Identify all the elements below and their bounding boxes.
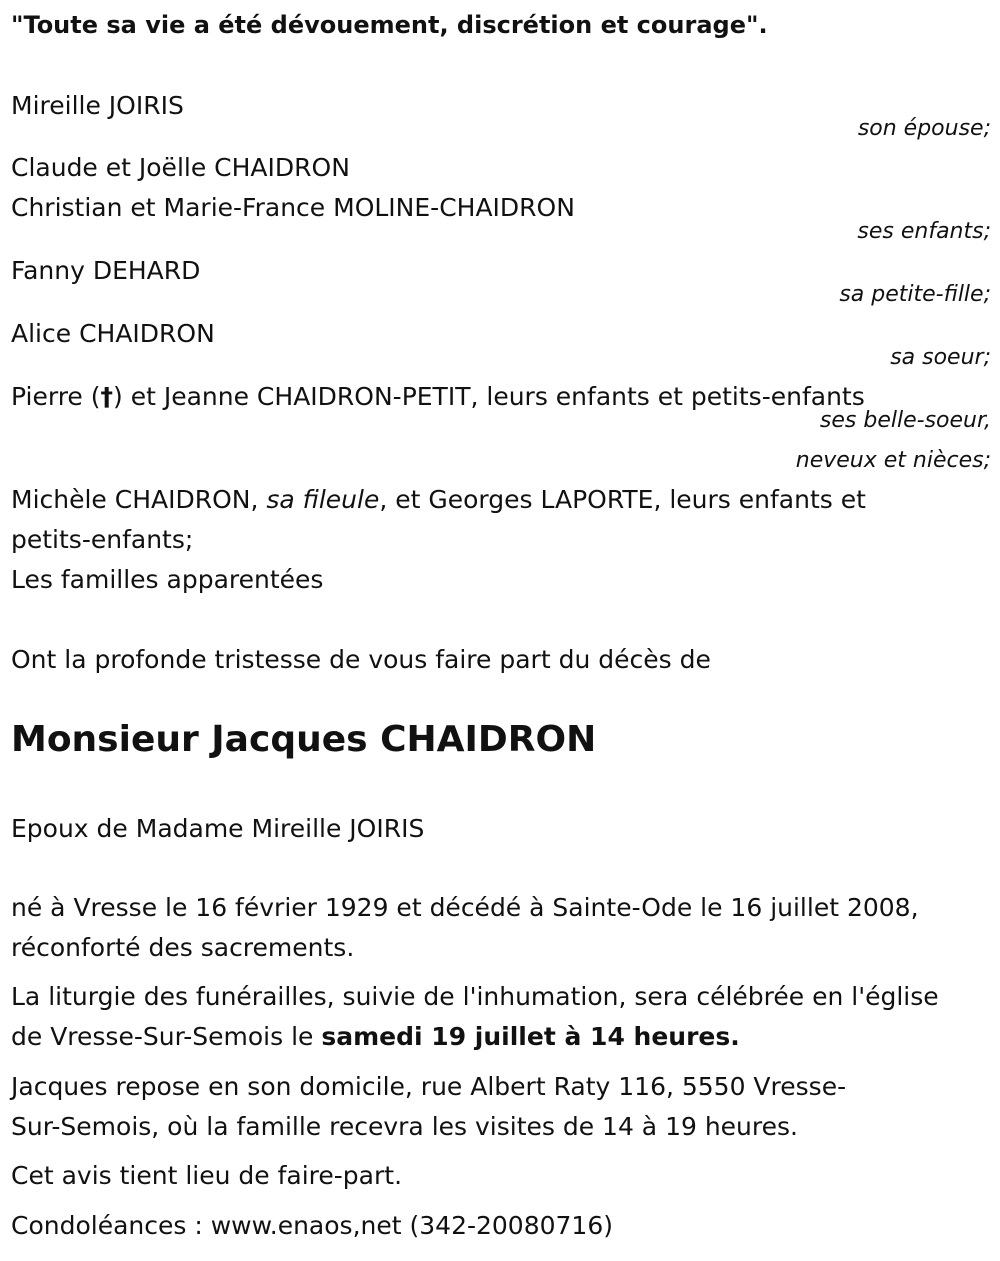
nephews-role: neveux et nièces; [795, 448, 991, 473]
inlaws-text-after: ) et Jeanne CHAIDRON-PETIT, leurs enfants et petits-enfants [113, 382, 865, 411]
birth-death-line-2: réconforté des sacrements. [11, 933, 355, 962]
repose-line-1: Jacques repose en son domicile, rue Albert Raty 116, 5550 Vresse- [11, 1072, 847, 1101]
funeral-location: de Vresse-Sur-Semois le [11, 1022, 322, 1051]
inlaws-text-before: Pierre ( [11, 382, 101, 411]
spouse-of: Epoux de Madame Mireille JOIRIS [11, 814, 425, 843]
repose-line-2: Sur-Semois, où la famille recevra les visites de 14 à 19 heures. [11, 1112, 798, 1141]
deceased-name: Monsieur Jacques CHAIDRON [11, 719, 597, 760]
funeral-line-2 [11, 1022, 740, 1052]
sister-name: Alice CHAIDRON [11, 319, 215, 348]
cross-icon: † [100, 382, 114, 411]
goddaughter-rest: , et Georges LAPORTE, leurs enfants et [379, 485, 866, 514]
goddaughter-name: Michèle CHAIDRON, [11, 485, 267, 514]
children-role: ses enfants; [857, 219, 991, 244]
granddaughter-role: sa petite-fille; [839, 282, 991, 307]
inlaws-role: ses belle-soeur, [819, 408, 991, 433]
notice-line: Cet avis tient lieu de faire-part. [11, 1161, 403, 1190]
goddaughter-role: sa fileule [266, 485, 380, 514]
related-families: Les familles apparentées [11, 565, 324, 594]
goddaughter-line [11, 485, 866, 515]
goddaughter-line-2: petits-enfants; [11, 525, 194, 554]
funeral-line-1: La liturgie des funérailles, suivie de l'inhumation, sera célébrée en l'église [11, 982, 939, 1011]
inlaws-line [11, 382, 865, 412]
funeral-datetime: samedi 19 juillet à 14 heures. [321, 1022, 740, 1051]
granddaughter-name: Fanny DEHARD [11, 256, 201, 285]
condolences-line: Condoléances : www.enaos,net (342-20080716) [11, 1211, 613, 1240]
birth-death-line-1: né à Vresse le 16 février 1929 et décédé à Sainte-Ode le 16 juillet 2008, [11, 893, 919, 922]
child-1-name: Claude et Joëlle CHAIDRON [11, 153, 350, 182]
sister-role: sa soeur; [890, 345, 991, 370]
spouse-role: son épouse; [857, 116, 991, 141]
announcement: Ont la profonde tristesse de vous faire part du décès de [11, 645, 711, 674]
child-2-name: Christian et Marie-France MOLINE-CHAIDRON [11, 193, 575, 222]
opening-quote: "Toute sa vie a été dévouement, discrétion et courage". [11, 11, 768, 39]
spouse-name: Mireille JOIRIS [11, 91, 184, 120]
